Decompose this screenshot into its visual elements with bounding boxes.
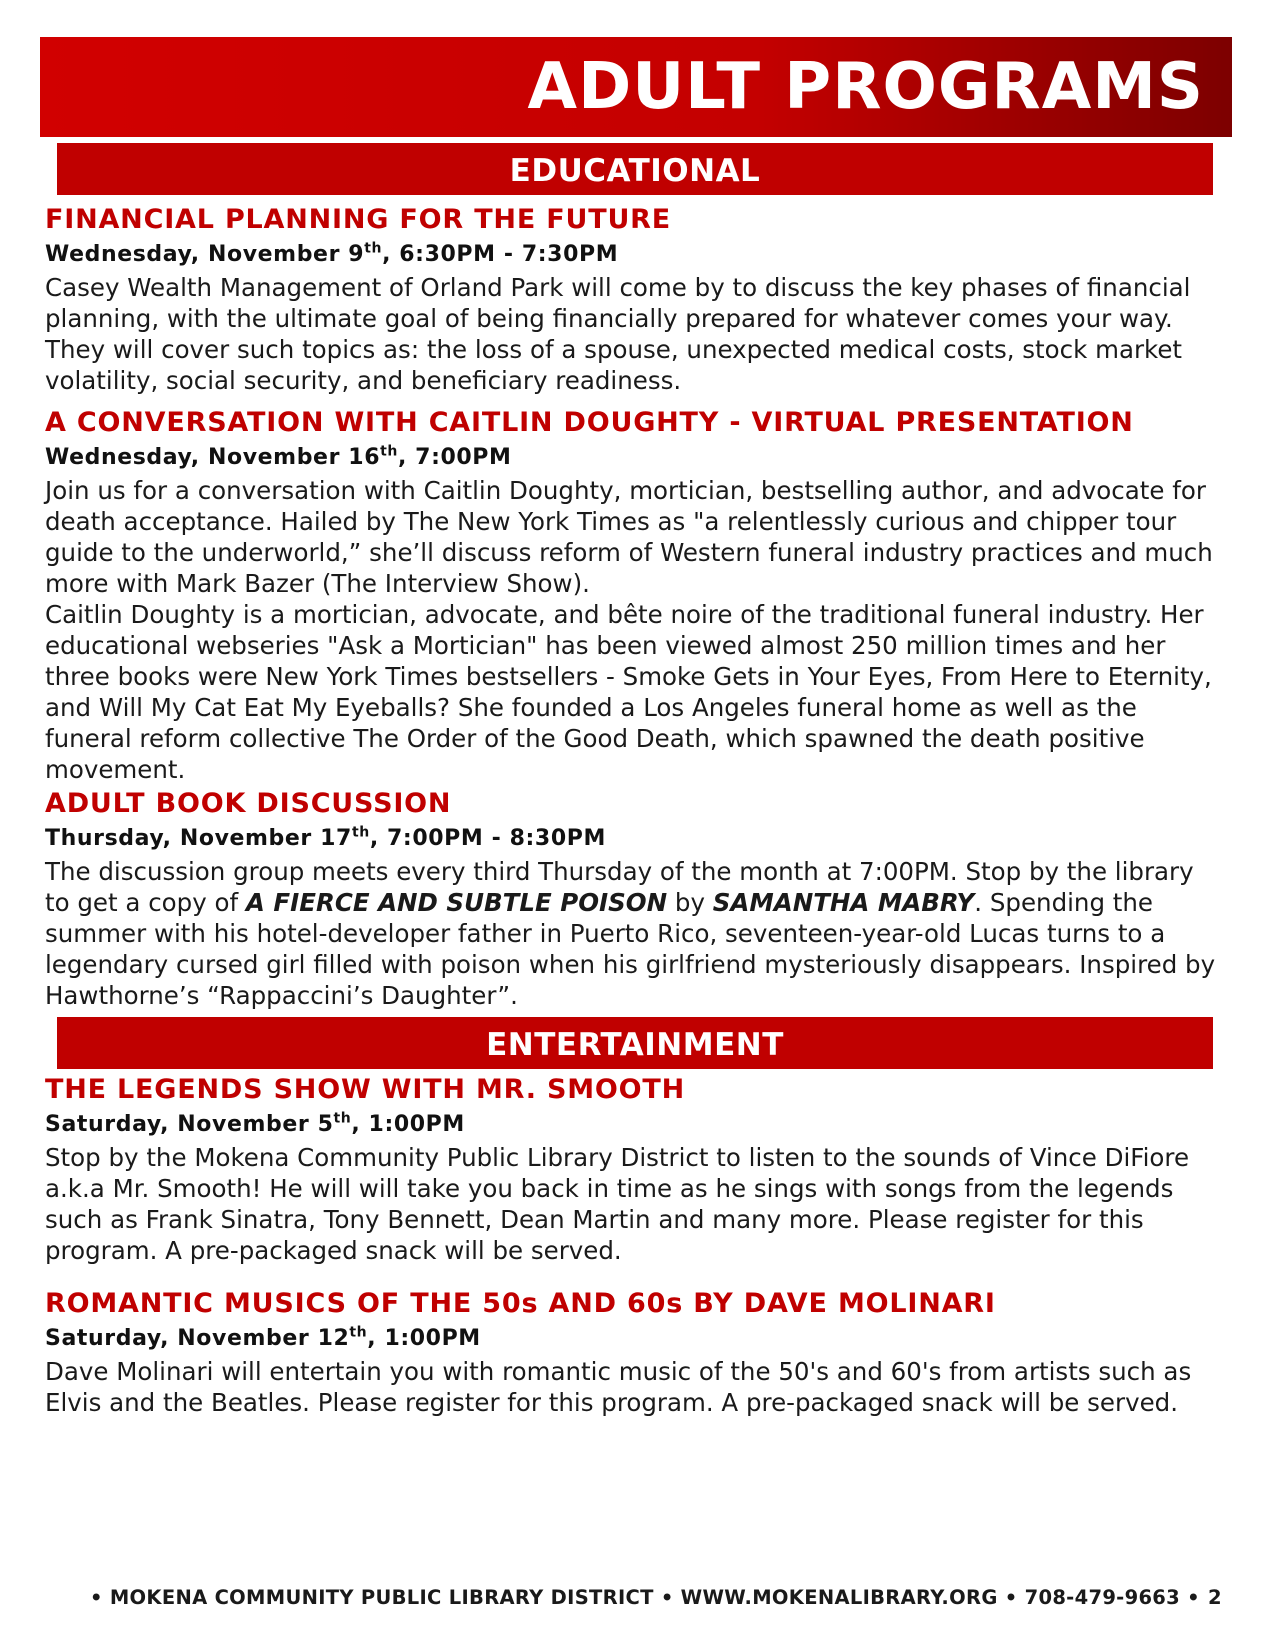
page-title: ADULT PROGRAMS [527,50,1204,124]
program-description: Dave Molinari will entertain you with romantic music of the 50's and 60's from artists such as Elvis and the Beatles. Please register for this program. A pre-packaged snack will be served. [45,1357,1192,1417]
section-header-educational: EDUCATIONAL [57,143,1213,195]
header-banner [40,37,1232,137]
program-title: A CONVERSATION WITH CAITLIN DOUGHTY - VIRTUAL PRESENTATION [45,407,1134,438]
footer-contact: • MOKENA COMMUNITY PUBLIC LIBRARY DISTRICT • WWW.MOKENALIBRARY.ORG • 708-479-9663 • [90,1586,1200,1609]
program-financial-planning [45,202,1235,396]
program-romantic-musics [45,1286,1235,1418]
program-date: Saturday, November 5th, 1:00PM [45,1110,465,1137]
program-description: The discussion group meets every third Thursday of the month at 7:00PM. Stop by the library to get a copy of A FIERCE AND SUBTLE POISON by SAMANTHA MABRY. Spending the summer with his hotel-developer father in Puerto Rico, seventeen-year-old Lucas turns to a legendary cursed girl filled with poison when his girlfriend mysteriously disappears. Inspired by Hawthorne’s “Rappaccini’s Daughter”. [45,857,1216,1010]
page-footer [0,1583,1275,1613]
program-date: Wednesday, November 9th, 6:30PM - 7:30PM [45,240,619,267]
description-paragraph: Join us for a conversation with Caitlin Doughty, mortician, bestselling author, and advocate for death acceptance. Hailed by The New York Times as "a relentlessly curious and chipper tour guide to the underworld,” she’ll discuss reform of Western funeral industry practices and much more with Mark Bazer (The Interview Show). [45,476,1213,598]
program-date: Thursday, November 17th, 7:00PM - 8:30PM [45,824,606,851]
program-title: ADULT BOOK DISCUSSION [45,788,452,819]
program-book-discussion [45,786,1235,1011]
program-caitlin-doughty [45,405,1235,785]
book-author: SAMANTHA MABRY [712,888,975,917]
program-legends-show [45,1072,1235,1266]
program-date: Wednesday, November 16th, 7:00PM [45,443,512,470]
program-title: THE LEGENDS SHOW WITH MR. SMOOTH [45,1074,686,1105]
page-number: 2 [1208,1586,1222,1609]
program-title: ROMANTIC MUSICS OF THE 50s AND 60s BY DAVE MOLINARI [45,1288,996,1319]
program-description: Casey Wealth Management of Orland Park will come by to discuss the key phases of financial planning, with the ultimate goal of being financially prepared for whatever comes your way. They will cover such topics as: the loss of a spouse, unexpected medical costs, stock market volatility, social security, and beneficiary readiness. [45,273,1191,395]
section-header-entertainment: ENTERTAINMENT [57,1017,1213,1069]
book-title: A FIERCE AND SUBTLE POISON [245,888,668,917]
program-title: FINANCIAL PLANNING FOR THE FUTURE [45,204,672,235]
program-description: Stop by the Mokena Community Public Library District to listen to the sounds of Vince DiFiore a.k.a Mr. Smooth! He will will take you back in time as he sings with songs from the legends such as Frank Sinatra, Tony Bennett, Dean Martin and many more. Please register for this program. A pre-packaged snack will be served. [45,1143,1190,1265]
program-date: Saturday, November 12th, 1:00PM [45,1324,481,1351]
program-description [45,475,1220,785]
description-paragraph: Caitlin Doughty is a mortician, advocate, and bête noire of the traditional funeral industry. Her educational webseries "Ask a Mortician" has been viewed almost 250 million times and her three books were New York Times bestsellers - Smoke Gets in Your Eyes, From Here to Eternity, and Will My Cat Eat My Eyeballs? She founded a Los Angeles funeral home as well as the funeral reform collective The Order of the Good Death, which spawned the death positive movement. [45,600,1212,784]
